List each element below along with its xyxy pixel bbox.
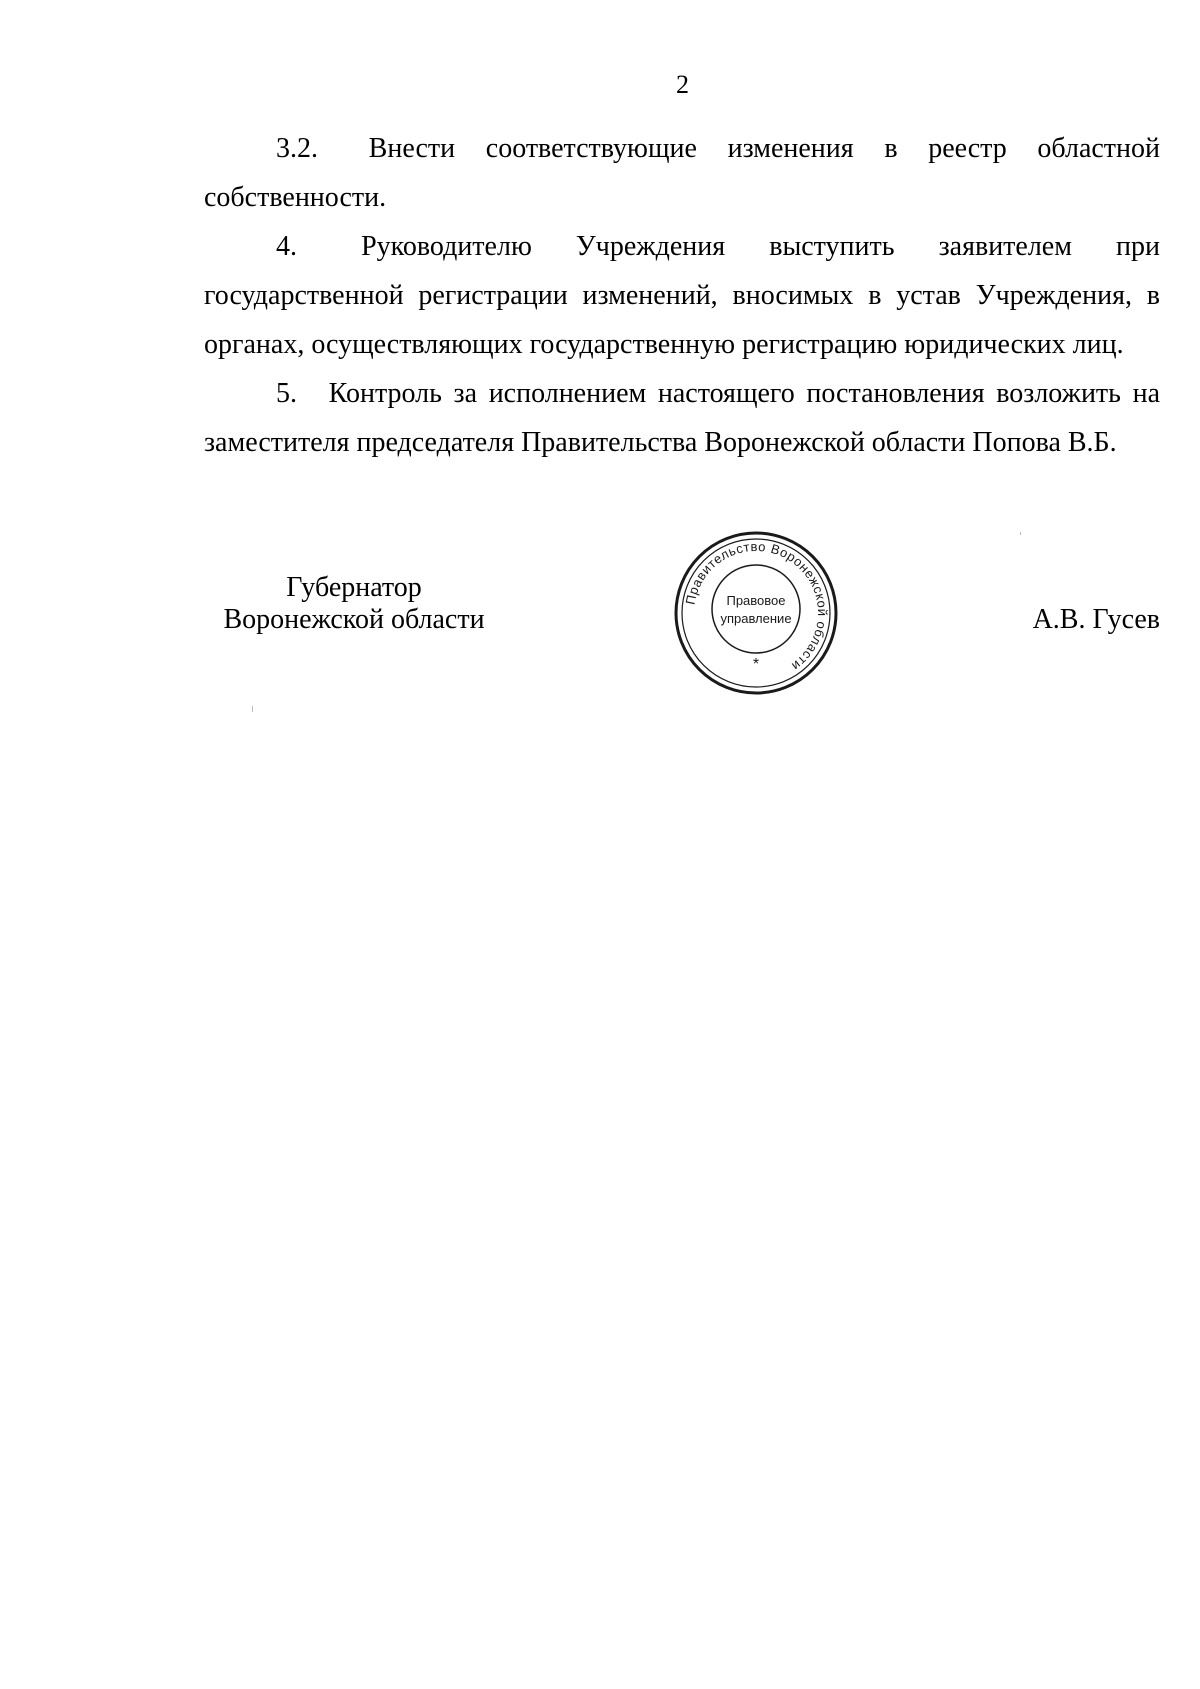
paragraph-5 — [204, 369, 1160, 467]
paragraph-text: Руководителю Учреждения выступить заявителем при государственной регистрации изменений, вносимых в устав Учреждения, в органах, осуществляющих государственную регистрацию юридических лиц. — [204, 231, 1161, 360]
signatory-title-line1: Губернатор — [286, 572, 422, 603]
signature-block — [0, 520, 1200, 700]
signatory-name: А.В. Гусев — [1032, 604, 1160, 635]
document-body — [204, 124, 1160, 467]
paragraph-number: 5. — [276, 378, 297, 409]
stamp-star: * — [752, 656, 760, 673]
signatory-title-line2: Воронежской области — [223, 604, 485, 635]
paragraph-3-2 — [204, 124, 1160, 222]
paragraph-number: 4. — [276, 231, 297, 262]
scan-speck — [252, 706, 253, 712]
stamp-center-line1: Правовое — [726, 593, 786, 608]
paragraph-4 — [204, 222, 1160, 369]
paragraph-number: 3.2. — [276, 133, 318, 164]
legal-department-stamp — [672, 529, 840, 697]
scan-speck — [1020, 532, 1021, 535]
paragraph-text: Контроль за исполнением настоящего постановления возложить на заместителя председателя Правительства Воронежской области Попова В.Б. — [204, 378, 1161, 458]
paragraph-text: Внести соответствующие изменения в реестр областной собственности. — [204, 133, 1161, 213]
page-number: 2 — [676, 70, 689, 99]
stamp-ring-text: Правительство Воронежской области — [682, 538, 831, 675]
signatory-title — [204, 572, 504, 636]
stamp-center-line2: управление — [720, 611, 792, 626]
